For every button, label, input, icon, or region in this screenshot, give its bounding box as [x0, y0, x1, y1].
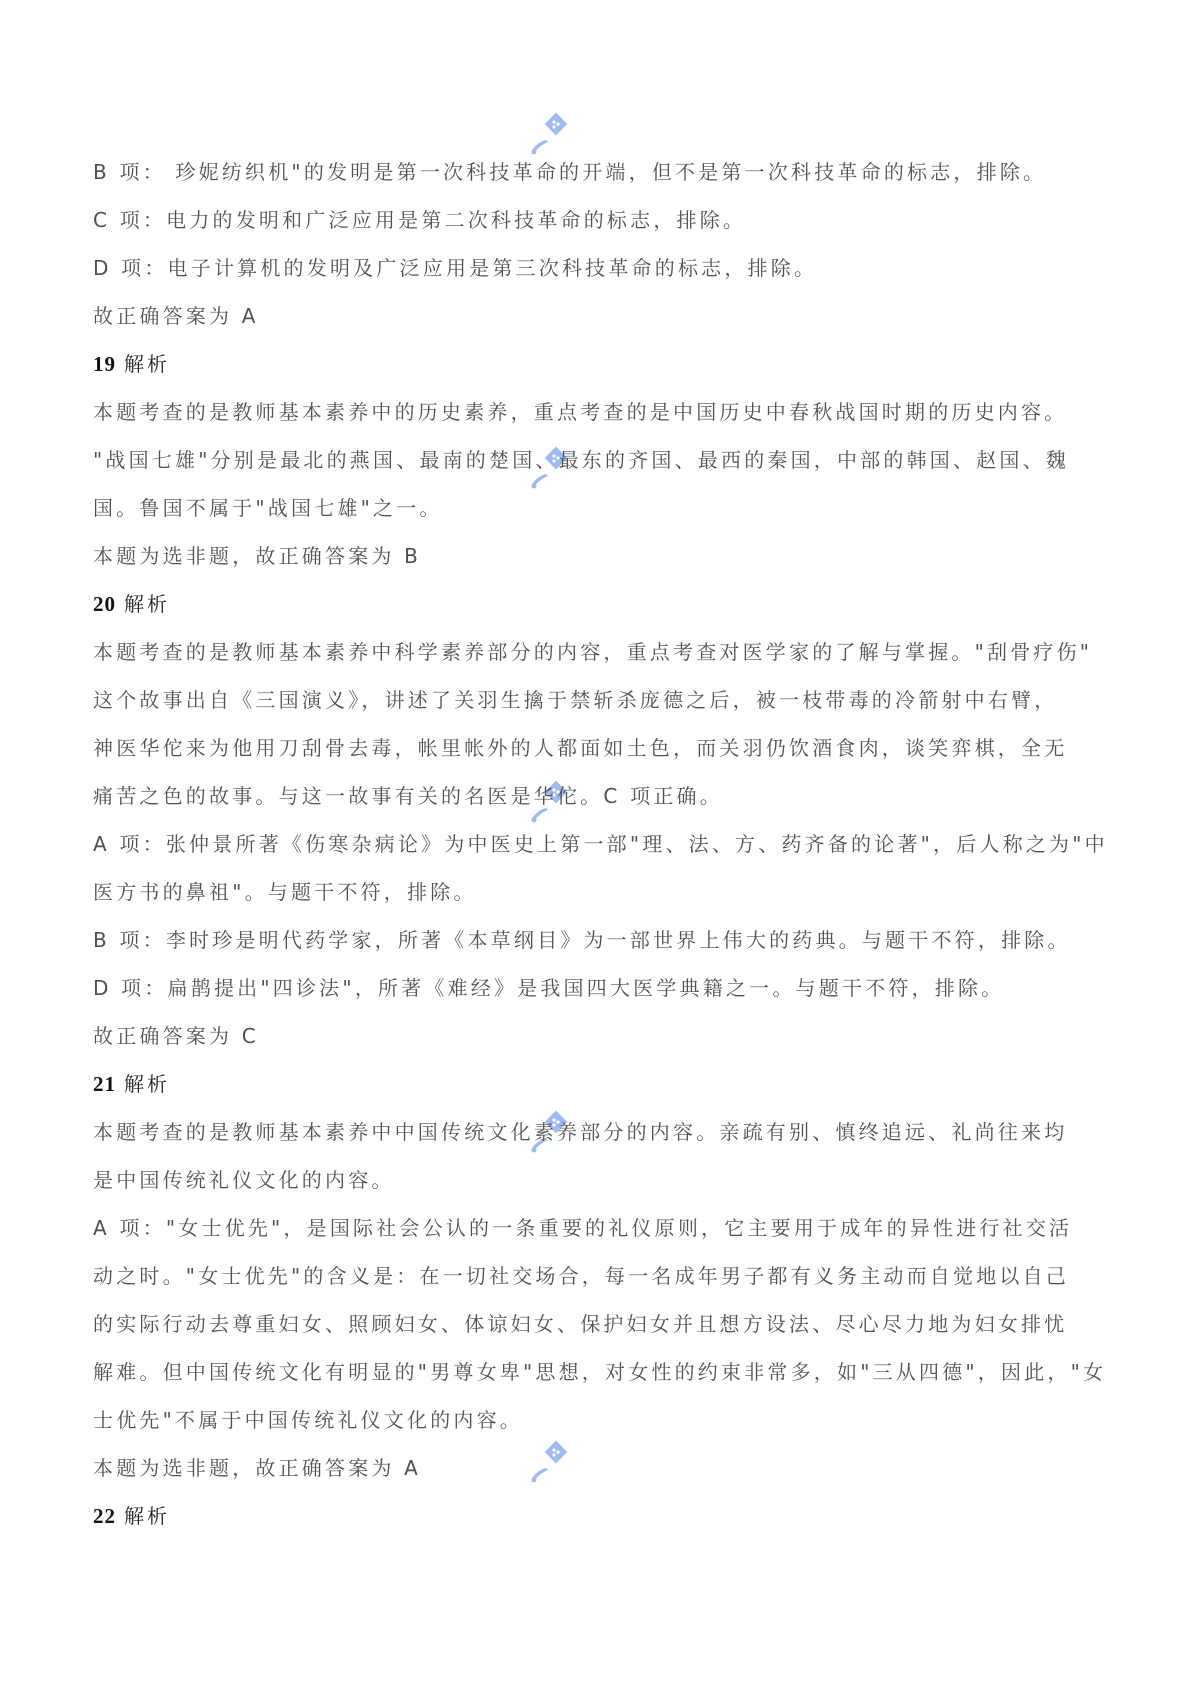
paragraph-line: 本题考查的是教师基本素养中科学素养部分的内容，重点考查对医学家的了解与掌握。"刮骨疗伤" [93, 640, 1093, 664]
paragraph-line: D 项：扁鹊提出"四诊法"，所著《难经》是我国四大医学典籍之一。与题干不符，排除。 [93, 976, 1005, 1000]
paragraph-line: 本题考查的是教师基本素养中中国传统文化素养部分的内容。亲疏有别、慎终追远、礼尚往来均 [93, 1120, 1068, 1144]
answer-line: 本题为选非题，故正确答案为 B [93, 544, 422, 568]
section-heading [93, 340, 1103, 388]
document-page [93, 148, 1108, 1540]
paragraph-line: B 项： 珍妮纺织机"的发明是第一次科技革命的开端，但不是第一次科技革命的标志，排除。 [93, 160, 1047, 184]
heading-label: 解析 [123, 1504, 170, 1528]
paragraph-line: 国。鲁国不属于"战国七雄"之一。 [93, 496, 443, 520]
answer-line: 故正确答案为 A [93, 304, 259, 328]
paragraph-line: 解难。但中国传统文化有明显的"男尊女卑"思想，对女性的约束非常多，如"三从四德"，因此，"女 [93, 1360, 1107, 1384]
question-number: 20 [93, 592, 116, 616]
section-q22 [93, 1492, 1103, 1540]
heading-label: 解析 [123, 352, 170, 376]
heading-label: 解析 [123, 1072, 170, 1096]
question-number: 22 [93, 1504, 116, 1528]
paragraph-line: C 项：电力的发明和广泛应用是第二次科技革命的标志，排除。 [93, 208, 747, 232]
paragraph-line: 本题考查的是教师基本素养中的历史素养，重点考查的是中国历史中春秋战国时期的历史内容。 [93, 400, 1068, 424]
question-number: 21 [93, 1072, 116, 1096]
question-number: 19 [93, 352, 116, 376]
paragraph-line: 神医华佗来为他用刀刮骨去毒，帐里帐外的人都面如土色，而关羽仍饮酒食肉，谈笑弈棋，全无 [93, 736, 1068, 760]
section-q21 [93, 1060, 1107, 1492]
paragraph-line: B 项：李时珍是明代药学家，所著《本草纲目》为一部世界上伟大的药典。与题干不符，排除。 [93, 928, 1071, 952]
section-q18-tail [93, 148, 1103, 340]
section-heading [93, 1060, 1103, 1108]
section-q20 [93, 580, 1108, 1060]
section-heading [93, 580, 1103, 628]
paragraph-line: 这个故事出自《三国演义》，讲述了关羽生擒于禁斩杀庞德之后，被一枝带毒的冷箭射中右臂， [93, 688, 1058, 712]
section-heading [93, 1492, 1103, 1540]
paragraph-line: A 项：张仲景所著《伤寒杂病论》为中医史上第一部"理、法、方、药齐备的论著"，后人称之为"中 [93, 832, 1108, 856]
answer-line: 本题为选非题，故正确答案为 A [93, 1456, 422, 1480]
heading-label: 解析 [123, 592, 170, 616]
paragraph-line: 医方书的鼻祖"。与题干不符，排除。 [93, 880, 477, 904]
paragraph-line: 是中国传统礼仪文化的内容。 [93, 1168, 395, 1192]
paragraph-line: "战国七雄"分别是最北的燕国、最南的楚国、最东的齐国、最西的秦国，中部的韩国、赵国、魏 [93, 448, 1069, 472]
answer-line: 故正确答案为 C [93, 1024, 259, 1048]
paragraph-line: A 项："女士优先"，是国际社会公认的一条重要的礼仪原则，它主要用于成年的异性进行社交活 [93, 1216, 1073, 1240]
paragraph-line: 的实际行动去尊重妇女、照顾妇女、体谅妇女、保护妇女并且想方设法、尽心尽力地为妇女排忧 [93, 1312, 1068, 1336]
paragraph-line: 士优先"不属于中国传统礼仪文化的内容。 [93, 1408, 523, 1432]
paragraph-line: 动之时。"女士优先"的含义是：在一切社交场合，每一名成年男子都有义务主动而自觉地以自己 [93, 1264, 1069, 1288]
section-q19 [93, 340, 1103, 580]
paragraph-line: D 项：电子计算机的发明及广泛应用是第三次科技革命的标志，排除。 [93, 256, 818, 280]
paragraph-line: 痛苦之色的故事。与这一故事有关的名医是华佗。C 项正确。 [93, 784, 723, 808]
